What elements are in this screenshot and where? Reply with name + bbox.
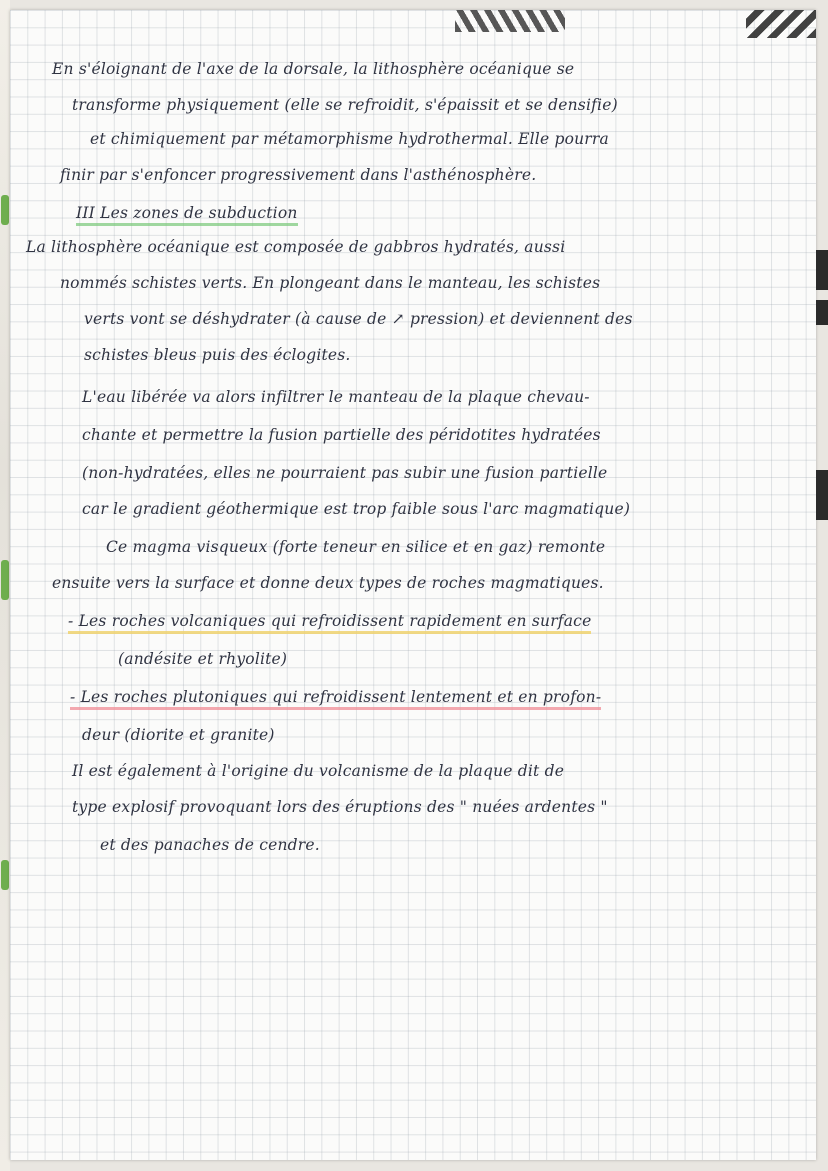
decorative-stripe xyxy=(816,300,828,325)
text-line: (non-hydratées, elles ne pourraient pas subir une fusion partielle xyxy=(82,464,608,482)
notebook-page xyxy=(10,10,816,1160)
text-line: transforme physiquement (elle se refroidit, s'épaissit et se densifie) xyxy=(72,96,618,114)
green-tab-marker xyxy=(1,560,9,600)
bullet-plutonic-rocks: - Les roches plutoniques qui refroidissent lentement et en profon- xyxy=(70,688,601,706)
text-line: L'eau libérée va alors infiltrer le manteau de la plaque chevau- xyxy=(82,388,590,406)
decorative-tape xyxy=(455,10,565,32)
decorative-tape-corner xyxy=(746,10,816,38)
green-tab-marker xyxy=(1,195,9,225)
text-line: nommés schistes verts. En plongeant dans le manteau, les schistes xyxy=(60,274,601,292)
text-line: et chimiquement par métamorphisme hydrothermal. Elle pourra xyxy=(90,130,609,148)
text-line: et des panaches de cendre. xyxy=(100,836,320,854)
text-line: La lithosphère océanique est composée de gabbros hydratés, aussi xyxy=(26,238,566,256)
text-line: ensuite vers la surface et donne deux types de roches magmatiques. xyxy=(52,574,604,592)
green-tab-marker xyxy=(1,860,9,890)
text-line: finir par s'enfoncer progressivement dans l'asthénosphère. xyxy=(60,166,537,184)
decorative-stripe xyxy=(816,470,828,520)
bullet-volcanic-rocks: - Les roches volcaniques qui refroidissent rapidement en surface xyxy=(68,612,591,630)
text-line: deur (diorite et granite) xyxy=(82,726,275,744)
text-line: verts vont se déshydrater (à cause de ↗ pression) et deviennent des xyxy=(84,310,633,328)
text-line: Ce magma visqueux (forte teneur en silice et en gaz) remonte xyxy=(106,538,606,556)
text-line: type explosif provoquant lors des éruptions des " nuées ardentes " xyxy=(72,798,608,816)
text-line: Il est également à l'origine du volcanisme de la plaque dit de xyxy=(72,762,565,780)
text-line: schistes bleus puis des éclogites. xyxy=(84,346,351,364)
text-line: (andésite et rhyolite) xyxy=(118,650,288,668)
decorative-stripe xyxy=(816,250,828,290)
section-heading: III Les zones de subduction xyxy=(76,204,298,222)
text-line: car le gradient géothermique est trop faible sous l'arc magmatique) xyxy=(82,500,631,518)
text-line: En s'éloignant de l'axe de la dorsale, la lithosphère océanique se xyxy=(52,60,575,78)
text-line: chante et permettre la fusion partielle des péridotites hydratées xyxy=(82,426,601,444)
